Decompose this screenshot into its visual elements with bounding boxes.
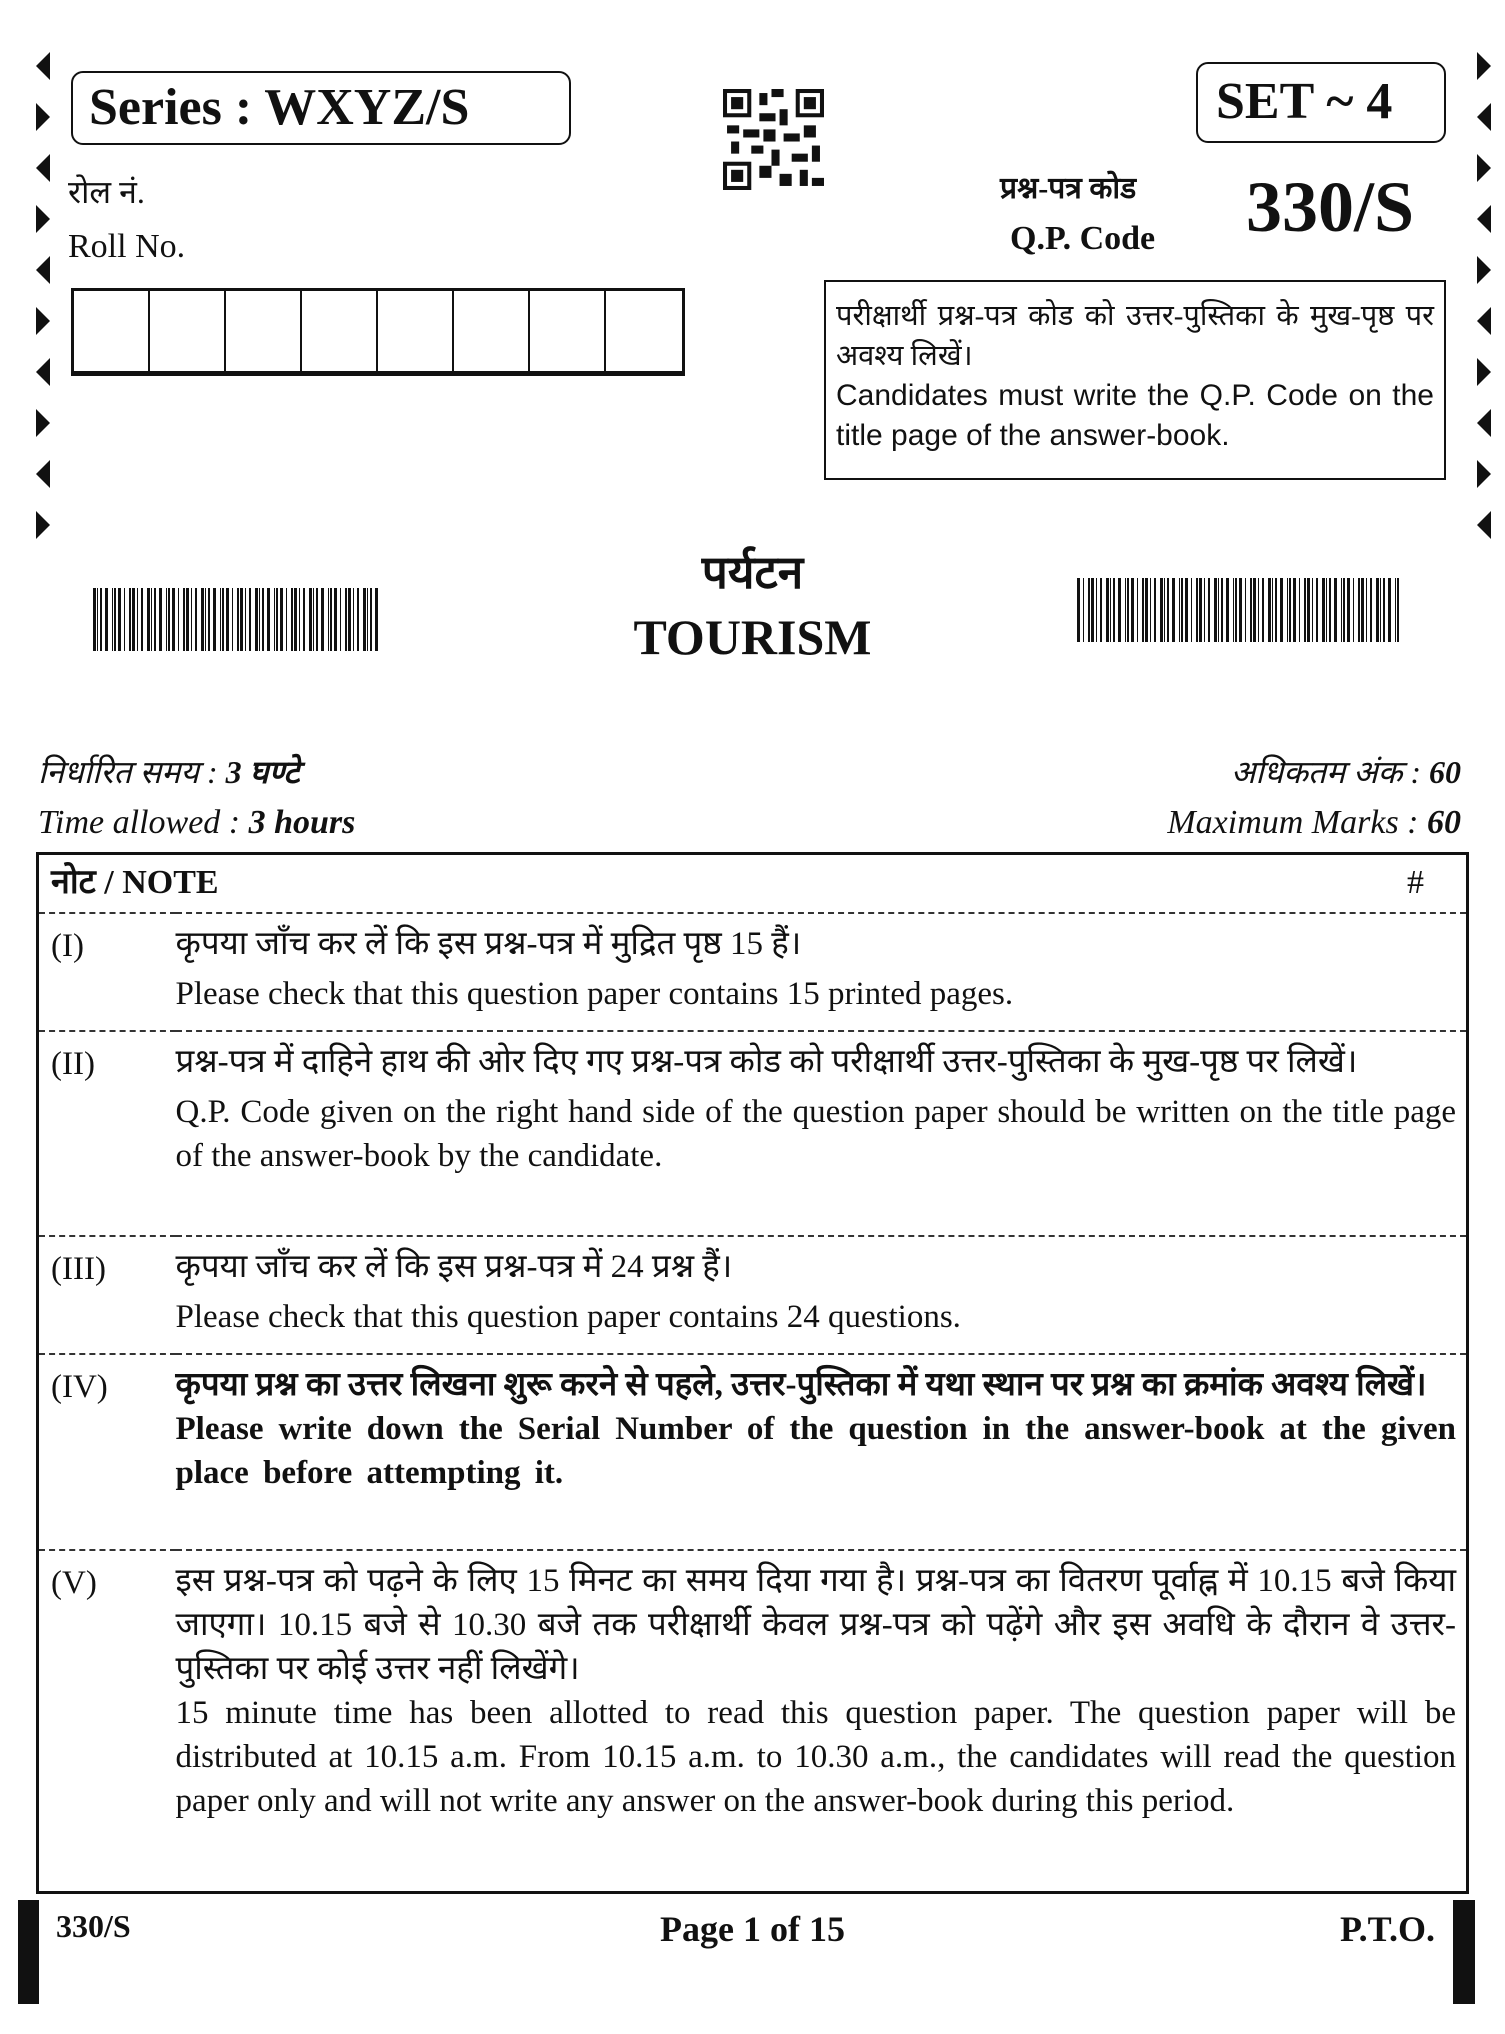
registration-triangle — [36, 103, 50, 131]
please-turn-over: P.T.O. — [1339, 1909, 1435, 1949]
qp-code-notice — [824, 280, 1446, 480]
registration-triangle — [1477, 511, 1491, 539]
subject-title: TOURISM — [633, 609, 872, 665]
page-number: Page 1 of 15 — [660, 1909, 845, 1949]
note-item: (I) कृपया जाँच कर लें कि इस प्रश्न-पत्र में मुद्रित पृष्ठ 15 हैं। Please check that this question paper contains 15 printed pages. — [38, 913, 1468, 1031]
registration-triangle — [36, 256, 50, 284]
registration-triangle — [36, 205, 50, 233]
qp-code-label: Q.P. Code — [1010, 220, 1156, 257]
note-item: (II) प्रश्न-पत्र में दाहिने हाथ की ओर दिए गए प्रश्न-पत्र कोड को परीक्षार्थी उत्तर-पुस्तिका के मुख-पृष्ठ पर लिखें। Q.P. Code given on the right hand side of the question paper should be written on the title page of the answer-book by the candidate. — [38, 1031, 1468, 1236]
qp-code-label-hindi: प्रश्न-पत्र कोड — [1000, 172, 1137, 205]
roll-number-label: Roll No. — [68, 228, 186, 265]
time-allowed: Time allowed : 3 hours — [38, 804, 356, 841]
registration-triangle — [36, 52, 50, 80]
registration-triangle — [1477, 256, 1491, 284]
note-item: (IV) कृपया प्रश्न का उत्तर लिखना शुरू करने से पहले, उत्तर-पुस्तिका में यथा स्थान पर प्रश्न का क्रमांक अवश्य लिखें। Please write down the Serial Number of the question in the answer-book at the given place before attempting it. — [38, 1354, 1468, 1550]
registration-triangle — [1477, 52, 1491, 80]
qp-code: 330/S — [1246, 167, 1415, 247]
registration-triangle — [1477, 358, 1491, 386]
registration-triangle — [36, 511, 50, 539]
registration-triangle — [1477, 460, 1491, 488]
qr-code — [723, 88, 824, 191]
note-heading: नोट / NOTE # — [51, 864, 1424, 901]
roll-number-label-hindi: रोल नं. — [68, 174, 145, 210]
registration-triangle — [1477, 409, 1491, 437]
note-table — [36, 852, 1469, 1894]
roll-number-input[interactable] — [71, 288, 685, 376]
footer-qp-code: 330/S — [56, 1908, 131, 1944]
subject-title-hindi: पर्यटन — [701, 547, 804, 598]
max-marks-hindi: अधिकतम अंक : 60 — [1230, 754, 1461, 790]
notice-english: Candidates must write the Q.P. Code on the title page of the answer-book. — [836, 379, 1434, 452]
registration-triangle — [36, 460, 50, 488]
registration-triangle — [36, 154, 50, 182]
series-label: Series : WXYZ/S — [71, 71, 571, 145]
registration-triangle — [1477, 307, 1491, 335]
note-item: (III) कृपया जाँच कर लें कि इस प्रश्न-पत्र में 24 प्रश्न हैं। Please check that this question paper contains 24 questions. — [38, 1236, 1468, 1354]
time-allowed-hindi: निर्धारित समय : 3 घण्टे — [38, 754, 300, 790]
registration-triangle — [36, 409, 50, 437]
registration-triangle — [1477, 205, 1491, 233]
registration-triangle — [1477, 154, 1491, 182]
max-marks: Maximum Marks : 60 — [1167, 804, 1461, 841]
registration-triangle — [1477, 103, 1491, 131]
registration-triangle — [36, 307, 50, 335]
registration-triangle — [36, 358, 50, 386]
notice-hindi: परीक्षार्थी प्रश्न-पत्र कोड को उत्तर-पुस्तिका के मुख-पृष्ठ पर अवश्य लिखें। — [836, 300, 1434, 372]
set-label: SET ~ 4 — [1196, 62, 1446, 143]
note-item: (V) इस प्रश्न-पत्र को पढ़ने के लिए 15 मिनट का समय दिया गया है। प्रश्न-पत्र का वितरण पूर्वाह्न में 10.15 बजे किया जाएगा। 10.15 बजे से 10.30 बजे तक परीक्षार्थी केवल प्रश्न-पत्र को पढ़ेंगे और इस अवधि के दौरान वे उत्तर-पुस्तिका पर कोई उत्तर नहीं लिखेंगे। 15 minute time has been allotted to read this question paper. The question paper will be distributed at 10.15 a.m. From 10.15 a.m. to 10.30 a.m., the candidates will read the question paper only and will not write any answer on the answer-book during this period. — [38, 1550, 1468, 1893]
